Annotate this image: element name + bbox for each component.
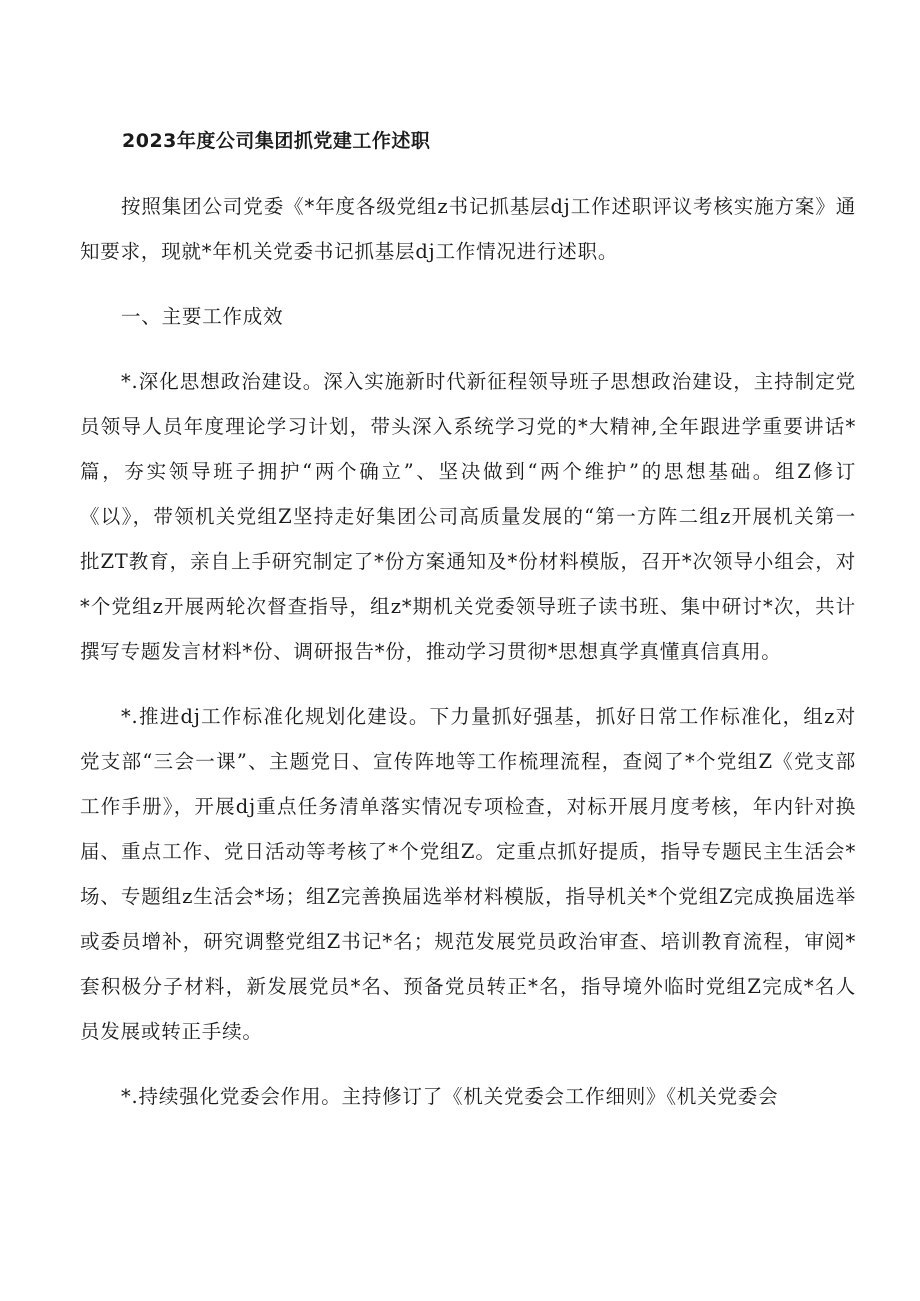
body-paragraph-committee: *.持续强化党委会作用。主持修订了《机关党委会工作细则》《机关党委会: [121, 1085, 779, 1108]
document-title: 2023年度公司集团抓党建工作述职: [122, 130, 431, 152]
document-page: [80, 118, 856, 1139]
intro-paragraph: 按照集团公司党委《*年度各级党组z书记抓基层dj工作述职评议考核实施方案》通知要求，现就*年机关党委书记抓基层dj工作情况进行述职。: [80, 195, 856, 263]
body-paragraph-standardization: *.推进dj工作标准化规划化建设。下力量抓好强基，抓好日常工作标准化，组z对党支部“三会一课”、主题党日、宣传阵地等工作梳理流程，查阅了*个党组Z《党支部工作手册》，开展dj重点任务清单落实情况专项检查，对标开展月度考核，年内针对换届、重点工作、党日活动等考核了*个党组Z。定重点抓好提质，指导专题民主生活会*场、专题组z生活会*场；组Z完善换届选举材料模版，指导机关*个党组Z完成换届选举或委员增补，研究调整党组Z书记*名；规范发展党员政治审查、培训教育流程，审阅*套积极分子材料，新发展党员*名、预备党员转正*名，指导境外临时党组Z完成*名人员发展或转正手续。: [80, 705, 856, 1043]
section-heading: 一、主要工作成效: [121, 305, 284, 328]
body-paragraph-ideology: *.深化思想政治建设。深入实施新时代新征程领导班子思想政治建设，主持制定党员领导人员年度理论学习计划，带头深入系统学习党的*大精神,全年跟进学重要讲话*篇，夯实领导班子拥护“两个确立”、坚决做到“两个维护”的思想基础。组Z修订《以》，带领机关党组Z坚持走好集团公司高质量发展的“第一方阵二组z开展机关第一批ZT教育，亲自上手研究制定了*份方案通知及*份材料模版，召开*次领导小组会，对*个党组z开展两轮次督查指导，组z*期机关党委领导班子读书班、集中研讨*次，共计撰写专题发言材料*份、调研报告*份，推动学习贯彻*思想真学真懂真信真用。: [80, 370, 856, 663]
